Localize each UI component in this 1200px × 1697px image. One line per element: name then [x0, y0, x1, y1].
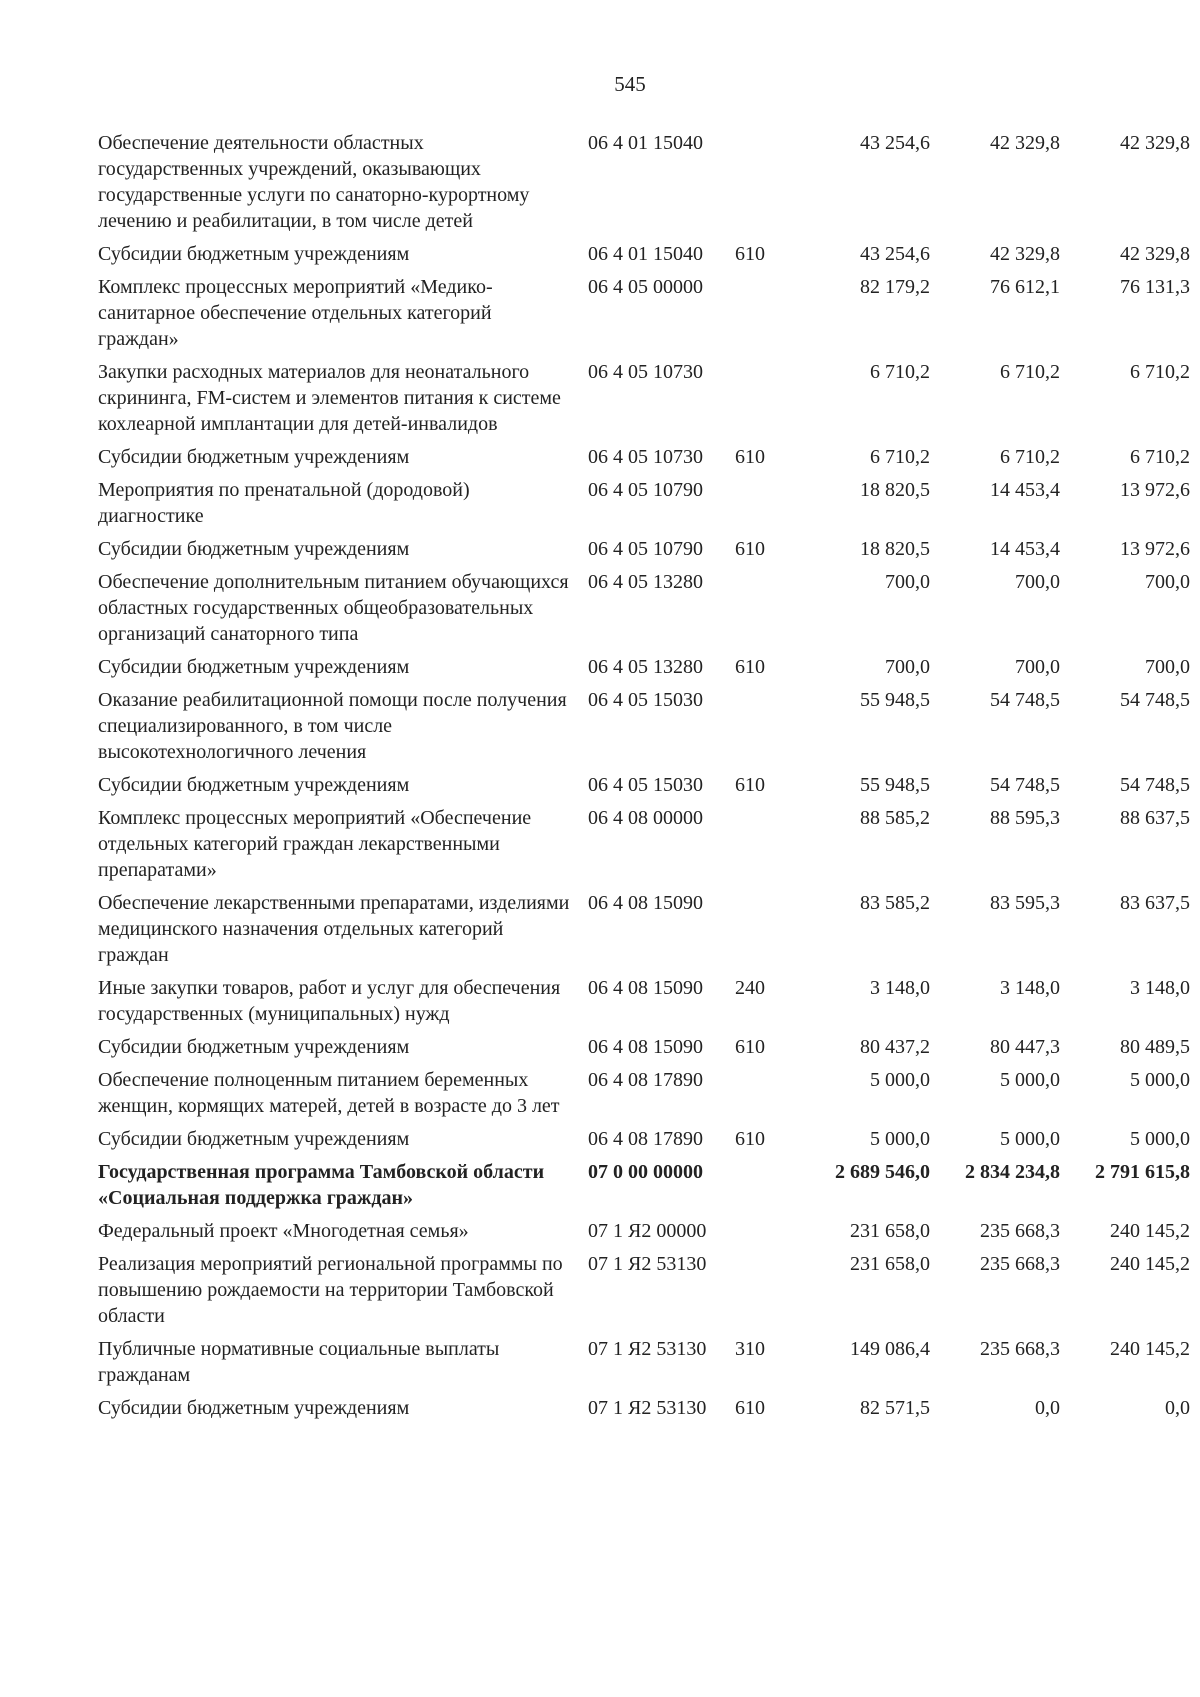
target-article-code: 07 1 Я2 00000 [588, 1220, 707, 1242]
target-article-code: 07 0 00 00000 [588, 1161, 703, 1183]
amount-year-2: 6 710,2 [1000, 446, 1060, 468]
expense-type-code [723, 569, 790, 654]
amount-year-3: 700,0 [1145, 571, 1190, 593]
target-article-code: 06 4 08 17890 [588, 1128, 703, 1150]
expense-type-code: 310 [735, 1338, 765, 1360]
table-row [98, 274, 1190, 359]
target-article-code: 07 1 Я2 53130 [588, 1253, 707, 1275]
amount-year-3: 240 145,2 [1110, 1338, 1190, 1360]
expense-type-code: 610 [735, 446, 765, 468]
amount-year-2: 42 329,8 [990, 243, 1060, 265]
amount-year-2: 42 329,8 [990, 132, 1060, 154]
amount-year-1: 82 571,5 [860, 1397, 930, 1419]
expense-type-code [723, 130, 790, 241]
expense-name: Мероприятия по пренатальной (дородовой) диагностике [98, 479, 470, 527]
amount-year-3: 76 131,3 [1120, 276, 1190, 298]
amount-year-1: 55 948,5 [860, 689, 930, 711]
table-row [98, 1067, 1190, 1126]
amount-year-1: 6 710,2 [870, 446, 930, 468]
target-article-code: 06 4 05 10730 [588, 361, 703, 383]
amount-year-3: 240 145,2 [1110, 1220, 1190, 1242]
table-row [98, 1126, 1190, 1159]
expense-type-code [723, 805, 790, 890]
amount-year-3: 54 748,5 [1120, 689, 1190, 711]
target-article-code: 06 4 05 00000 [588, 276, 703, 298]
table-row [98, 687, 1190, 772]
amount-year-3: 5 000,0 [1130, 1128, 1190, 1150]
expense-name: Комплекс процессных мероприятий «Обеспечение отдельных категорий граждан лекарственными препаратами» [98, 807, 532, 881]
table-row [98, 130, 1190, 241]
amount-year-3: 83 637,5 [1120, 892, 1190, 914]
expense-type-code [723, 274, 790, 359]
amount-year-3: 42 329,8 [1120, 243, 1190, 265]
page-number: 545 [614, 72, 646, 96]
amount-year-3: 54 748,5 [1120, 774, 1190, 796]
expense-name: Субсидии бюджетным учреждениям [98, 1397, 410, 1419]
target-article-code: 07 1 Я2 53130 [588, 1397, 707, 1419]
expense-type-code [723, 1251, 790, 1336]
amount-year-2: 76 612,1 [990, 276, 1060, 298]
expense-name: Комплекс процессных мероприятий «Медико-санитарное обеспечение отдельных категорий граждан» [98, 276, 493, 350]
expense-name: Обеспечение дополнительным питанием обучающихся областных государственных общеобразовательных организаций санаторного типа [98, 571, 569, 645]
table-row [98, 569, 1190, 654]
table-row [98, 1034, 1190, 1067]
amount-year-1: 82 179,2 [860, 276, 930, 298]
amount-year-1: 3 148,0 [870, 977, 930, 999]
target-article-code: 06 4 05 10790 [588, 538, 703, 560]
target-article-code: 06 4 01 15040 [588, 243, 703, 265]
amount-year-3: 0,0 [1165, 1397, 1190, 1419]
table-row [98, 1395, 1190, 1428]
amount-year-2: 700,0 [1015, 656, 1060, 678]
amount-year-2: 83 595,3 [990, 892, 1060, 914]
expense-name: Обеспечение лекарственными препаратами, изделиями медицинского назначения отдельных категорий граждан [98, 892, 570, 966]
amount-year-2: 3 148,0 [1000, 977, 1060, 999]
expense-name: Субсидии бюджетным учреждениям [98, 446, 410, 468]
target-article-code: 06 4 08 15090 [588, 892, 703, 914]
table-row [98, 805, 1190, 890]
table-row [98, 1251, 1190, 1336]
amount-year-3: 13 972,6 [1120, 479, 1190, 501]
amount-year-1: 5 000,0 [870, 1069, 930, 1091]
amount-year-1: 700,0 [885, 656, 930, 678]
amount-year-2: 235 668,3 [980, 1220, 1060, 1242]
expense-type-code [723, 1159, 790, 1218]
target-article-code: 06 4 05 13280 [588, 571, 703, 593]
table-row [98, 654, 1190, 687]
expense-name: Субсидии бюджетным учреждениям [98, 656, 410, 678]
amount-year-3: 240 145,2 [1110, 1253, 1190, 1275]
expense-name: Иные закупки товаров, работ и услуг для обеспечения государственных (муниципальных) нужд [98, 977, 561, 1025]
expense-name: Публичные нормативные социальные выплаты гражданам [98, 1338, 500, 1386]
amount-year-1: 700,0 [885, 571, 930, 593]
expense-name: Государственная программа Тамбовской области «Социальная поддержка граждан» [98, 1161, 545, 1209]
target-article-code: 06 4 05 15030 [588, 774, 703, 796]
expense-type-code: 610 [735, 1397, 765, 1419]
table-row [98, 444, 1190, 477]
expense-type-code: 240 [735, 977, 765, 999]
expense-name: Федеральный проект «Многодетная семья» [98, 1220, 469, 1242]
amount-year-2: 0,0 [1035, 1397, 1060, 1419]
expense-name: Обеспечение полноценным питанием беременных женщин, кормящих матерей, детей в возрасте до 3 лет [98, 1069, 560, 1117]
amount-year-2: 235 668,3 [980, 1338, 1060, 1360]
amount-year-3: 700,0 [1145, 656, 1190, 678]
target-article-code: 06 4 05 15030 [588, 689, 703, 711]
amount-year-1: 149 086,4 [850, 1338, 930, 1360]
table-row [98, 1159, 1190, 1218]
amount-year-3: 6 710,2 [1130, 446, 1190, 468]
expense-type-code: 610 [735, 774, 765, 796]
expense-type-code [723, 687, 790, 772]
target-article-code: 06 4 08 15090 [588, 977, 703, 999]
target-article-code: 06 4 08 17890 [588, 1069, 703, 1091]
table-row [98, 975, 1190, 1034]
amount-year-1: 43 254,6 [860, 132, 930, 154]
expense-type-code: 610 [735, 1036, 765, 1058]
amount-year-2: 54 748,5 [990, 689, 1060, 711]
expense-name: Реализация мероприятий региональной программы по повышению рождаемости на территории Тамбовской области [98, 1253, 563, 1327]
amount-year-3: 88 637,5 [1120, 807, 1190, 829]
expense-type-code [723, 890, 790, 975]
table-row [98, 536, 1190, 569]
budget-table [98, 130, 1190, 1428]
amount-year-1: 43 254,6 [860, 243, 930, 265]
table-row [98, 890, 1190, 975]
amount-year-1: 18 820,5 [860, 538, 930, 560]
amount-year-1: 88 585,2 [860, 807, 930, 829]
target-article-code: 07 1 Я2 53130 [588, 1338, 707, 1360]
expense-type-code: 610 [735, 243, 765, 265]
expense-name: Обеспечение деятельности областных государственных учреждений, оказывающих государственные услуги по санаторно-курортному лечению и реабилитации, в том числе детей [98, 132, 530, 232]
expense-type-code [723, 1218, 790, 1251]
target-article-code: 06 4 05 13280 [588, 656, 703, 678]
amount-year-1: 80 437,2 [860, 1036, 930, 1058]
expense-type-code: 610 [735, 656, 765, 678]
amount-year-3: 6 710,2 [1130, 361, 1190, 383]
amount-year-2: 5 000,0 [1000, 1069, 1060, 1091]
target-article-code: 06 4 05 10730 [588, 446, 703, 468]
expense-name: Субсидии бюджетным учреждениям [98, 243, 410, 265]
table-row [98, 772, 1190, 805]
amount-year-2: 14 453,4 [990, 479, 1060, 501]
expense-name: Субсидии бюджетным учреждениям [98, 538, 410, 560]
table-row [98, 1336, 1190, 1395]
target-article-code: 06 4 05 10790 [588, 479, 703, 501]
amount-year-2: 235 668,3 [980, 1253, 1060, 1275]
target-article-code: 06 4 08 15090 [588, 1036, 703, 1058]
amount-year-3: 2 791 615,8 [1095, 1161, 1190, 1183]
amount-year-2: 54 748,5 [990, 774, 1060, 796]
amount-year-2: 5 000,0 [1000, 1128, 1060, 1150]
amount-year-2: 88 595,3 [990, 807, 1060, 829]
table-row [98, 241, 1190, 274]
amount-year-2: 6 710,2 [1000, 361, 1060, 383]
amount-year-1: 2 689 546,0 [835, 1161, 930, 1183]
amount-year-2: 14 453,4 [990, 538, 1060, 560]
expense-type-code [723, 477, 790, 536]
expense-name: Оказание реабилитационной помощи после получения специализированного, в том числе высокотехнологичного лечения [98, 689, 567, 763]
amount-year-2: 700,0 [1015, 571, 1060, 593]
expense-name: Субсидии бюджетным учреждениям [98, 774, 410, 796]
expense-type-code: 610 [735, 538, 765, 560]
table-row [98, 477, 1190, 536]
amount-year-2: 80 447,3 [990, 1036, 1060, 1058]
amount-year-1: 55 948,5 [860, 774, 930, 796]
amount-year-3: 80 489,5 [1120, 1036, 1190, 1058]
expense-name: Субсидии бюджетным учреждениям [98, 1128, 410, 1150]
amount-year-1: 6 710,2 [870, 361, 930, 383]
amount-year-1: 231 658,0 [850, 1253, 930, 1275]
expense-type-code [723, 359, 790, 444]
target-article-code: 06 4 01 15040 [588, 132, 703, 154]
amount-year-1: 231 658,0 [850, 1220, 930, 1242]
amount-year-3: 13 972,6 [1120, 538, 1190, 560]
amount-year-1: 83 585,2 [860, 892, 930, 914]
expense-type-code [723, 1067, 790, 1126]
expense-type-code: 610 [735, 1128, 765, 1150]
amount-year-3: 3 148,0 [1130, 977, 1190, 999]
amount-year-2: 2 834 234,8 [965, 1161, 1060, 1183]
table-row [98, 359, 1190, 444]
table-row [98, 1218, 1190, 1251]
amount-year-3: 5 000,0 [1130, 1069, 1190, 1091]
expense-name: Субсидии бюджетным учреждениям [98, 1036, 410, 1058]
target-article-code: 06 4 08 00000 [588, 807, 703, 829]
expense-name: Закупки расходных материалов для неонатального скрининга, FM-систем и элементов питания к системе кохлеарной имплантации для детей-инвалидов [98, 361, 561, 435]
table-body [98, 130, 1190, 1428]
amount-year-1: 18 820,5 [860, 479, 930, 501]
amount-year-3: 42 329,8 [1120, 132, 1190, 154]
amount-year-1: 5 000,0 [870, 1128, 930, 1150]
